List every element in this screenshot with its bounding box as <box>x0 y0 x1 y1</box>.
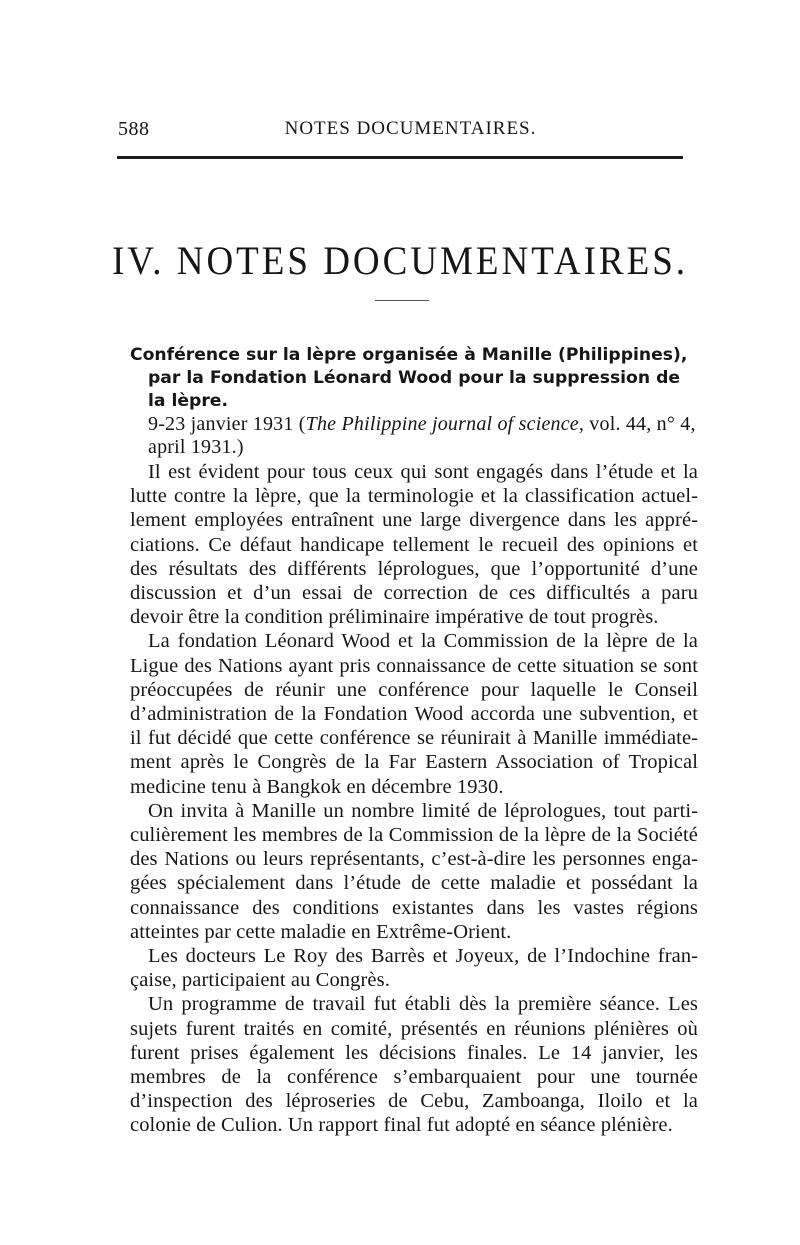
paragraph: On invita à Manille un nombre limité de léprologues, tout particulièrement les membres de la Commission de la lèpre de la Société des Nations ou leurs représentants, c’est-à-dire les personnes engagées spécialement dans l’étude de cette maladie et possédant la connaissance des conditions existantes dans les vastes régions atteintes par cette maladie en Extrême-Orient. <box>130 799 698 943</box>
paragraph: Un programme de travail fut établi dès la première séance. Les sujets furent traités en comité, présentés en réunions plénières où furent prises également les décisions finales. Le 14 janvier, les membres de la conférence s’embarquaient pour une tournée d’inspection des léproseries de Cebu, Zamboanga, Iloilo et la colonie de Culion. Un rapport final fut adopté en séance plénière. <box>130 993 698 1137</box>
header-rule <box>117 156 683 159</box>
page-number: 588 <box>118 118 150 140</box>
reference-source <box>130 413 698 459</box>
reference-journal: The Philippine journal of science <box>305 413 579 435</box>
reference-source-suffix: , vol. 44, n° 4, april 1931.) <box>148 413 696 458</box>
reference-source-prefix: 9-23 janvier 1931 ( <box>148 413 306 435</box>
running-title: NOTES DOCUMENTAIRES. <box>284 118 537 139</box>
title-divider <box>375 300 429 301</box>
running-header <box>118 118 683 142</box>
paragraph: Il est évident pour tous ceux qui sont engagés dans l’étude et la lutte contre la lèpre, que la terminologie et la classification actuellement employées entraînent une large divergence dans les appréciations. Ce défaut handicape tellement le recueil des opinions et des résultats des différents léprologues, que l’opportunité d’une discussion et d’un essai de correction de ces difficultés a paru devoir être la condition préliminaire impérative de tout progrès. <box>130 461 698 629</box>
reference-block <box>130 344 698 459</box>
section-title: IV. NOTES DOCUMENTAIRES. <box>111 239 689 284</box>
paragraph: La fondation Léonard Wood et la Commission de la lèpre de la Ligue des Nations ayant pris connaissance de cette situation se sont préoccupées de réunir une conférence pour laquelle le Conseil d’administration de la Fondation Wood accorda une subvention, et il fut décidé que cette conférence se réunirait à Manille immédiatement après le Congrès de la Far Eastern Association of Tropical medicine tenu à Bangkok en décembre 1930. <box>130 630 698 798</box>
body-text <box>130 460 698 1138</box>
reference-title: Conférence sur la lèpre organisée à Manille (Philippines), par la Fondation Léonard Wood pour la suppression de la lèpre. <box>130 345 688 411</box>
paragraph: Les docteurs Le Roy des Barrès et Joyeux, de l’Indochine française, participaient au Congrès. <box>130 945 698 992</box>
